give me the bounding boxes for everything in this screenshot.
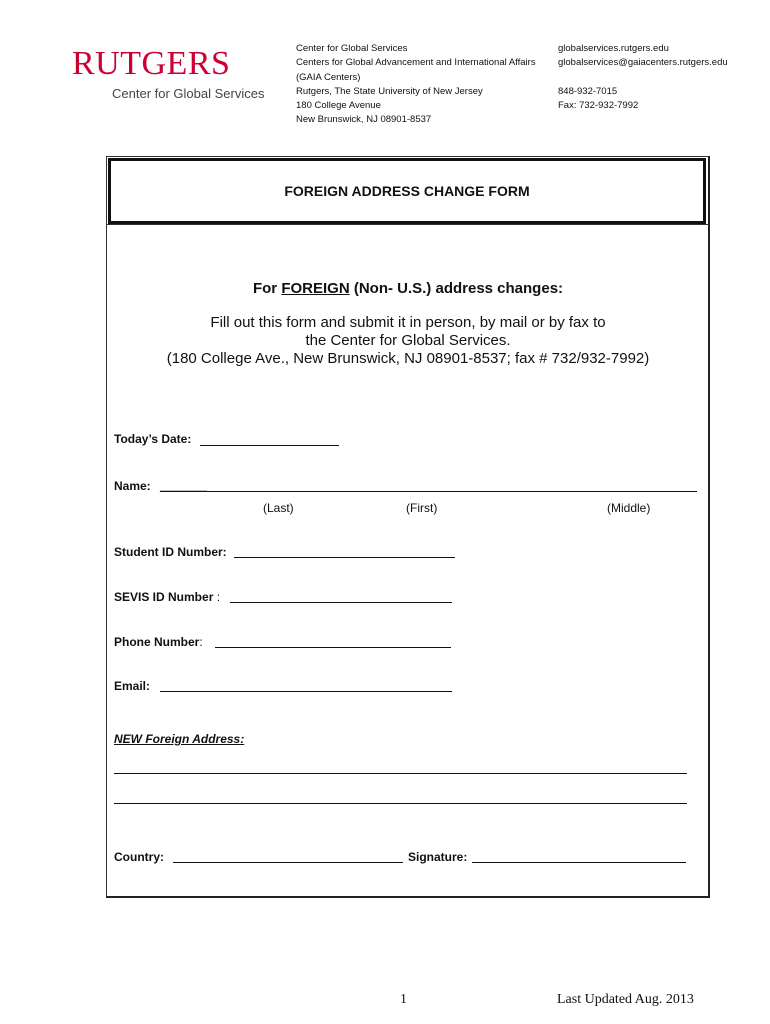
phone-field[interactable] xyxy=(215,647,451,648)
student-id-label: Student ID Number: xyxy=(114,545,227,559)
phone-label-text: Phone Number xyxy=(114,635,200,649)
country-field[interactable] xyxy=(173,862,403,863)
phone-label xyxy=(114,635,203,649)
form-heading xyxy=(106,280,710,297)
sevis-label xyxy=(114,590,220,604)
page-number: 1 xyxy=(400,992,407,1007)
form-border xyxy=(106,156,710,898)
sevis-label-text: SEVIS ID Number xyxy=(114,590,214,604)
address-line: Centers for Global Advancement and International Affairs xyxy=(296,57,536,69)
fax-number: Fax: 732-932-7992 xyxy=(558,100,639,112)
sevis-separator: : xyxy=(213,590,221,604)
instruction-line: Fill out this form and submit it in person, by mail or by fax to xyxy=(210,314,606,331)
phone-number: 848-932-7015 xyxy=(558,85,618,97)
name-last-hint: (Last) xyxy=(263,501,294,515)
address-line: (GAIA Centers) xyxy=(296,71,361,83)
date-label: Today’s Date: xyxy=(114,432,192,446)
rutgers-logo-wordmark: RUTGERS xyxy=(72,45,231,82)
name-filler: _______ xyxy=(160,478,207,492)
address-line: Rutgers, The State University of New Jersey xyxy=(296,85,483,97)
form-title: FOREIGN ADDRESS CHANGE FORM xyxy=(108,158,706,224)
heading-suffix: (Non- U.S.) address changes: xyxy=(349,280,564,297)
signature-label: Signature: xyxy=(408,850,468,864)
country-label: Country: xyxy=(114,850,164,864)
title-divider xyxy=(106,224,710,225)
name-middle-hint: (Middle) xyxy=(607,501,651,515)
new-address-label: NEW Foreign Address: xyxy=(114,732,245,746)
header-address xyxy=(296,42,536,128)
address-line: 180 College Avenue xyxy=(296,100,381,112)
phone-separator: : xyxy=(199,635,203,649)
signature-field[interactable] xyxy=(472,862,686,863)
date-field[interactable] xyxy=(200,445,339,446)
email-link[interactable]: globalservices@gaiacenters.rutgers.edu xyxy=(558,57,728,69)
student-id-field[interactable] xyxy=(234,557,455,558)
instruction-line: (180 College Ave., New Brunswick, NJ 08901-8537; fax # 732/932-7992) xyxy=(166,350,650,367)
email-field[interactable] xyxy=(160,691,452,692)
sevis-id-field[interactable] xyxy=(230,602,452,603)
instructions xyxy=(106,314,710,368)
heading-prefix: For xyxy=(252,280,282,297)
address-line-1-field[interactable] xyxy=(114,773,687,774)
email-label: Email: xyxy=(114,679,151,693)
heading-emphasis: FOREIGN xyxy=(281,280,350,297)
address-line-2-field[interactable] xyxy=(114,803,687,804)
logo-subtitle: Center for Global Services xyxy=(112,86,265,101)
header-contact xyxy=(558,42,728,113)
website-link[interactable]: globalservices.rutgers.edu xyxy=(558,43,669,54)
name-first-hint: (First) xyxy=(406,501,438,515)
instruction-line: the Center for Global Services. xyxy=(305,332,511,349)
name-field[interactable] xyxy=(160,491,697,492)
address-line: New Brunswick, NJ 08901-8537 xyxy=(296,114,432,126)
last-updated: Last Updated Aug. 2013 xyxy=(557,992,694,1007)
address-line: Center for Global Services xyxy=(296,43,408,54)
name-label: Name: xyxy=(114,479,151,493)
